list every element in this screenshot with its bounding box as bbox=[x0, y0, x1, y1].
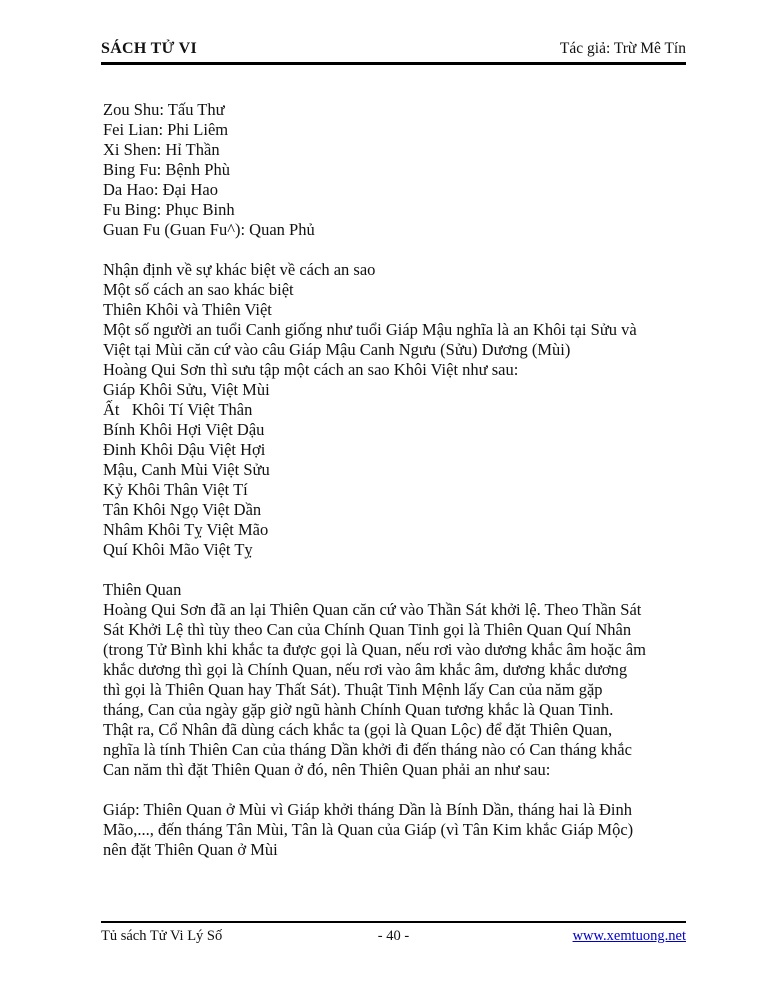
text-line: Zou Shu: Tấu Thư bbox=[103, 100, 225, 119]
text-line: Giáp: Thiên Quan ở Mùi vì Giáp khởi tháng Dần là Bính Dần, tháng hai là Đinh bbox=[103, 800, 633, 819]
text-line: Sát Khởi Lệ thì tùy theo Can của Chính Quan Tinh gọi là Thiên Quan Quí Nhân bbox=[103, 620, 632, 639]
text-line: Da Hao: Đại Hao bbox=[103, 180, 219, 199]
text-line: khắc dương thì gọi là Chính Quan, nếu rơi vào âm khắc âm, dương khắc dương bbox=[103, 660, 628, 679]
text-line: Can năm thì đặt Thiên Quan ở đó, nên Thiên Quan phải an như sau: bbox=[103, 760, 551, 779]
text-line: tháng, Can của ngày gặp giờ ngũ hành Chính Quan tương khắc là Quan Tinh. bbox=[103, 700, 614, 719]
text-line: Thiên Quan bbox=[103, 580, 182, 599]
text-line: Bing Fu: Bệnh Phù bbox=[103, 160, 230, 179]
text-line: Mão,..., đến tháng Tân Mùi, Tân là Quan của Giáp (vì Tân Kim khắc Giáp Mộc) bbox=[103, 820, 634, 839]
text-line: Mậu, Canh Mùi Việt Sửu bbox=[103, 460, 270, 479]
text-line: Giáp Khôi Sửu, Việt Mùi bbox=[103, 380, 270, 399]
paragraph bbox=[103, 800, 703, 860]
text-line: Thật ra, Cổ Nhân đã dùng cách khắc ta (gọi là Quan Lộc) để đặt Thiên Quan, bbox=[103, 720, 613, 739]
footer-website-link[interactable]: www.xemtuong.net bbox=[572, 928, 686, 944]
text-line: Việt tại Mùi căn cứ vào câu Giáp Mậu Canh Ngưu (Sửu) Dương (Mùi) bbox=[103, 340, 571, 359]
text-line: nên đặt Thiên Quan ở Mùi bbox=[103, 840, 278, 859]
text-line: Đinh Khôi Dậu Việt Hợi bbox=[103, 440, 266, 459]
text-line: Hoàng Qui Sơn thì sưu tập một cách an sao Khôi Việt như sau: bbox=[103, 360, 519, 379]
paragraph bbox=[103, 260, 703, 560]
text-line: Fei Lian: Phi Liêm bbox=[103, 120, 229, 139]
book-title: SÁCH TỬ VI bbox=[101, 40, 198, 57]
text-line: Một số cách an sao khác biệt bbox=[103, 280, 294, 299]
paragraph bbox=[103, 100, 703, 240]
paragraph bbox=[103, 580, 703, 780]
text-line: thì gọi là Thiên Quan hay Thất Sát). Thuật Tinh Mệnh lấy Can của năm gặp bbox=[103, 680, 603, 699]
text-line: Thiên Khôi và Thiên Việt bbox=[103, 300, 272, 319]
page-header bbox=[101, 40, 686, 65]
footer-series-title: Tủ sách Tử Vi Lý Số bbox=[101, 928, 223, 944]
text-line: Nhận định về sự khác biệt về cách an sao bbox=[103, 260, 376, 279]
text-line: nghĩa là tính Thiên Can của tháng Dần khởi đi đến tháng nào có Can tháng khắc bbox=[103, 740, 632, 759]
footer-page-number: - 40 - bbox=[377, 928, 410, 944]
text-line: Nhâm Khôi Tỵ Việt Mão bbox=[103, 520, 269, 539]
page-body bbox=[103, 100, 703, 880]
text-line: (trong Tử Bình khi khắc ta được gọi là Quan, nếu rơi vào dương khắc âm hoặc âm bbox=[103, 640, 646, 659]
text-line: Bính Khôi Hợi Việt Dậu bbox=[103, 420, 265, 439]
header-author: Tác giả: Trừ Mê Tín bbox=[559, 40, 686, 57]
text-line: Quí Khôi Mão Việt Tỵ bbox=[103, 540, 253, 559]
text-line: Một số người an tuổi Canh giống như tuổi Giáp Mậu nghĩa là an Khôi tại Sửu và bbox=[103, 320, 637, 339]
text-line: Tân Khôi Ngọ Việt Dần bbox=[103, 500, 262, 519]
text-line: Kỷ Khôi Thân Việt Tí bbox=[103, 480, 248, 499]
text-line: Xi Shen: Hỉ Thần bbox=[103, 140, 220, 159]
page-footer bbox=[101, 921, 686, 945]
text-line: Guan Fu (Guan Fu^): Quan Phủ bbox=[103, 220, 315, 239]
text-line: Fu Bing: Phục Binh bbox=[103, 200, 235, 219]
text-line: Hoàng Qui Sơn đã an lại Thiên Quan căn cứ vào Thần Sát khởi lệ. Theo Thần Sát bbox=[103, 600, 642, 619]
text-line: Ất Khôi Tí Việt Thân bbox=[103, 400, 253, 419]
